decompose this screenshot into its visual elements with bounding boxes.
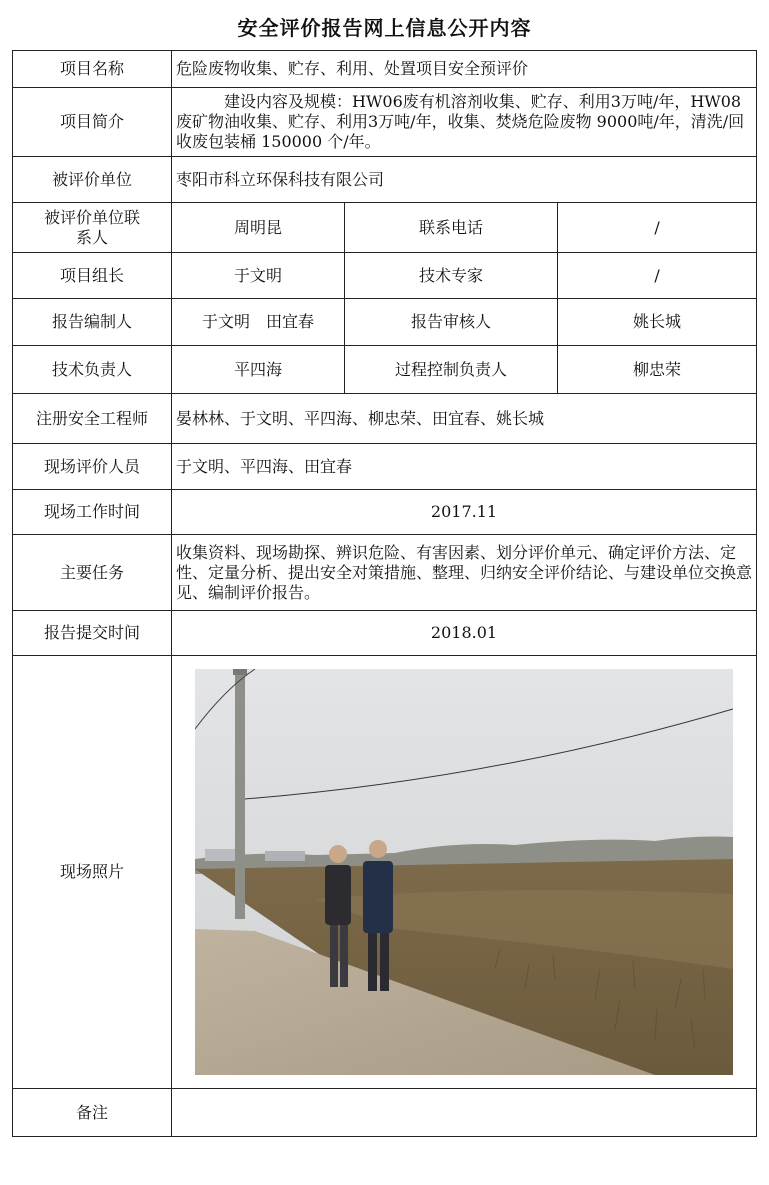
row-project-summary: [13, 88, 757, 157]
row-engineers: [13, 394, 757, 444]
leader-value: 于文明: [172, 253, 345, 299]
row-leader: [13, 253, 757, 299]
row-submit-time: [13, 611, 757, 656]
info-table: [12, 50, 757, 1137]
row-evaluated-unit: [13, 157, 757, 203]
site-photo-cell: [172, 656, 757, 1089]
submit-time-label: 报告提交时间: [13, 611, 172, 656]
row-main-tasks: [13, 535, 757, 611]
reviewer-value: 姚长城: [558, 299, 757, 346]
remarks-value: [172, 1089, 757, 1137]
process-label: 过程控制负责人: [345, 346, 558, 394]
contact-label: [13, 203, 172, 253]
row-contact: [13, 203, 757, 253]
project-summary-label: 项目简介: [13, 88, 172, 157]
phone-label: 联系电话: [345, 203, 558, 253]
row-site-photo: [13, 656, 757, 1089]
project-name-value: 危险废物收集、贮存、利用、处置项目安全预评价: [172, 51, 757, 88]
site-photo: [195, 669, 733, 1075]
site-evaluators-value: 于文明、平四海、田宜春: [172, 444, 757, 490]
engineers-value: 晏林林、于文明、平四海、柳忠荣、田宜春、姚长城: [172, 394, 757, 444]
contact-value: 周明昆: [172, 203, 345, 253]
row-project-name: [13, 51, 757, 88]
tech-lead-value: 平四海: [172, 346, 345, 394]
row-tech-lead: [13, 346, 757, 394]
leader-label: 项目组长: [13, 253, 172, 299]
reviewer-label: 报告审核人: [345, 299, 558, 346]
expert-value: /: [558, 253, 757, 299]
row-site-work-time: [13, 490, 757, 535]
process-value: 柳忠荣: [558, 346, 757, 394]
row-site-evaluators: [13, 444, 757, 490]
remarks-label: 备注: [13, 1089, 172, 1137]
project-summary-value: 建设内容及规模：HW06废有机溶剂收集、贮存、利用3万吨/年，HW08废矿物油收集、贮存、利用3万吨/年，收集、焚烧危险废物 9000吨/年，清洗/回收废包装桶 150000 个/年。: [172, 88, 757, 157]
row-report-writer: [13, 299, 757, 346]
submit-time-value: 2018.01: [172, 611, 757, 656]
report-writer-value: 于文明 田宜春: [172, 299, 345, 346]
main-tasks-value: 收集资料、现场勘探、辨识危险、有害因素、划分评价单元、确定评价方法、定性、定量分析、提出安全对策措施、整理、归纳安全评价结论、与建设单位交换意见、编制评价报告。: [172, 535, 757, 611]
main-tasks-label: 主要任务: [13, 535, 172, 611]
expert-label: 技术专家: [345, 253, 558, 299]
contact-label-text: 被评价单位联系人: [43, 207, 140, 247]
evaluated-unit-label: 被评价单位: [13, 157, 172, 203]
row-remarks: [13, 1089, 757, 1137]
evaluated-unit-value: 枣阳市科立环保科技有限公司: [172, 157, 757, 203]
tech-lead-label: 技术负责人: [13, 346, 172, 394]
project-name-label: 项目名称: [13, 51, 172, 88]
site-photo-label: 现场照片: [13, 656, 172, 1089]
phone-value: /: [558, 203, 757, 253]
report-writer-label: 报告编制人: [13, 299, 172, 346]
page-title: 安全评价报告网上信息公开内容: [237, 16, 532, 40]
site-evaluators-label: 现场评价人员: [13, 444, 172, 490]
site-work-time-value: 2017.11: [172, 490, 757, 535]
site-work-time-label: 现场工作时间: [13, 490, 172, 535]
engineers-label: 注册安全工程师: [13, 394, 172, 444]
